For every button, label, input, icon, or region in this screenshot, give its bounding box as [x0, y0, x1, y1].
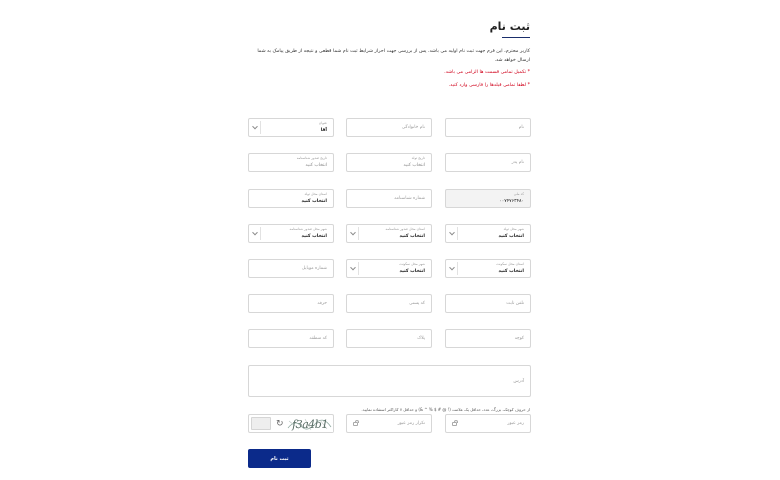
- captcha-text: f3a4b1: [292, 418, 328, 431]
- birth-date-field[interactable]: [346, 153, 432, 172]
- father-name-placeholder: نام پدر: [511, 160, 524, 165]
- father-name-field[interactable]: [445, 153, 531, 172]
- lock-icon: [353, 422, 358, 426]
- chevron-down-icon: [252, 123, 258, 129]
- note-required: * تکمیل تمامی قسمت ها الزامی می باشد.: [444, 70, 530, 75]
- refresh-icon[interactable]: ↻: [276, 419, 284, 429]
- street-placeholder: کوچه: [514, 336, 524, 341]
- note-persian: * لطفا تمامی فیلدها را فارسی وارد کنید.: [448, 83, 530, 88]
- password-field[interactable]: [445, 414, 531, 433]
- id-province-value: انتخاب کنید: [399, 234, 425, 239]
- captcha-image: [287, 416, 333, 432]
- last-name-field[interactable]: [346, 118, 432, 137]
- title-value: آقا: [320, 128, 327, 133]
- national-code-label: کد ملی: [513, 192, 524, 196]
- residence-province-value: انتخاب کنید: [498, 269, 524, 274]
- page-title: ثبت نام: [489, 20, 530, 33]
- title-select[interactable]: [248, 118, 334, 137]
- residence-city-dropdown[interactable]: [347, 262, 359, 275]
- birth-place-select[interactable]: [248, 189, 334, 208]
- chevron-down-icon: [252, 229, 258, 235]
- job-placeholder: حرفه: [317, 301, 327, 306]
- title-underline: [502, 37, 530, 38]
- landline-field[interactable]: [445, 294, 531, 313]
- birth-place-label: استان محل تولد: [304, 192, 327, 196]
- street-field[interactable]: [445, 329, 531, 348]
- landline-placeholder: تلفن ثابت: [506, 301, 524, 306]
- birth-date-label: تاریخ تولد: [411, 156, 425, 160]
- last-name-placeholder: نام خانوادگی: [401, 125, 425, 130]
- district-code-field[interactable]: [248, 329, 334, 348]
- birth-date-value: انتخاب کنید: [403, 163, 425, 168]
- intro-text: کاربر محترم، این فرم جهت ثبت نام اولیه می باشد. پس از بررسی جهت احراز شرایط ثبت نام شما قطعی و نتیجه از طریق پیامک به شما ارسال خواهد شد.: [257, 49, 530, 63]
- residence-province-select[interactable]: [445, 259, 531, 278]
- title-dropdown[interactable]: [249, 121, 261, 134]
- id-city-select[interactable]: [248, 224, 334, 243]
- district-code-placeholder: کد منطقه: [309, 336, 327, 341]
- captcha-box: [248, 414, 334, 433]
- first-name-placeholder: نام: [518, 125, 524, 130]
- residence-city-value: انتخاب کنید: [399, 269, 425, 274]
- password-placeholder: رمز عبور: [507, 421, 524, 426]
- birth-city-dropdown[interactable]: [446, 227, 458, 240]
- id-city-dropdown[interactable]: [249, 227, 261, 240]
- residence-city-select[interactable]: [346, 259, 432, 278]
- submit-button[interactable]: ثبت نام: [248, 449, 311, 468]
- password-confirm-field[interactable]: [346, 414, 432, 433]
- birth-city-value: انتخاب کنید: [498, 234, 524, 239]
- id-issue-date-label: تاریخ صدور شناسنامه: [296, 156, 327, 160]
- id-city-label: شهر محل صدور شناسنامه: [289, 227, 327, 231]
- chevron-down-icon: [449, 229, 455, 235]
- lock-icon: [452, 422, 457, 426]
- plaque-placeholder: پلاک: [417, 336, 425, 341]
- national-code-value: ۰۰۷۴۷۶۳۴۸۰: [499, 199, 524, 204]
- id-province-dropdown[interactable]: [347, 227, 359, 240]
- captcha-input[interactable]: [251, 417, 271, 430]
- id-issue-date-field[interactable]: [248, 153, 334, 172]
- chevron-down-icon: [350, 264, 356, 270]
- id-city-value: انتخاب کنید: [301, 234, 327, 239]
- first-name-field[interactable]: [445, 118, 531, 137]
- residence-province-label: استان محل سکونت: [496, 262, 524, 266]
- address-placeholder: آدرس: [513, 379, 524, 384]
- birth-city-select[interactable]: [445, 224, 531, 243]
- birth-city-label: شهر محل تولد: [503, 227, 524, 231]
- address-field[interactable]: [248, 365, 531, 397]
- password-hint: از حروف کوچک، بزرگ، عدد، حداقل یک علامت (! @ # $ % ^ &) و حداقل ۷ کاراکتر استفاده نمایید.: [361, 407, 530, 412]
- postal-code-field[interactable]: [346, 294, 432, 313]
- id-province-select[interactable]: [346, 224, 432, 243]
- postal-code-placeholder: کد پستی: [409, 301, 425, 306]
- mobile-placeholder: شماره موبایل: [301, 266, 327, 271]
- id-province-label: استان محل صدور شناسنامه: [385, 227, 425, 231]
- id-issue-date-value: انتخاب کنید: [305, 163, 327, 168]
- chevron-down-icon: [449, 264, 455, 270]
- password-confirm-placeholder: تکرار رمز عبور: [397, 421, 425, 426]
- job-field[interactable]: [248, 294, 334, 313]
- residence-city-label: شهر محل سکونت: [399, 262, 425, 266]
- id-number-field[interactable]: [346, 189, 432, 208]
- residence-province-dropdown[interactable]: [446, 262, 458, 275]
- plaque-field[interactable]: [346, 329, 432, 348]
- id-number-placeholder: شماره شناسنامه: [394, 196, 425, 201]
- national-code-field: [445, 189, 531, 208]
- mobile-field[interactable]: [248, 259, 334, 278]
- chevron-down-icon: [350, 229, 356, 235]
- title-label: عنوان: [318, 121, 327, 125]
- birth-place-value: انتخاب کنید: [301, 199, 327, 204]
